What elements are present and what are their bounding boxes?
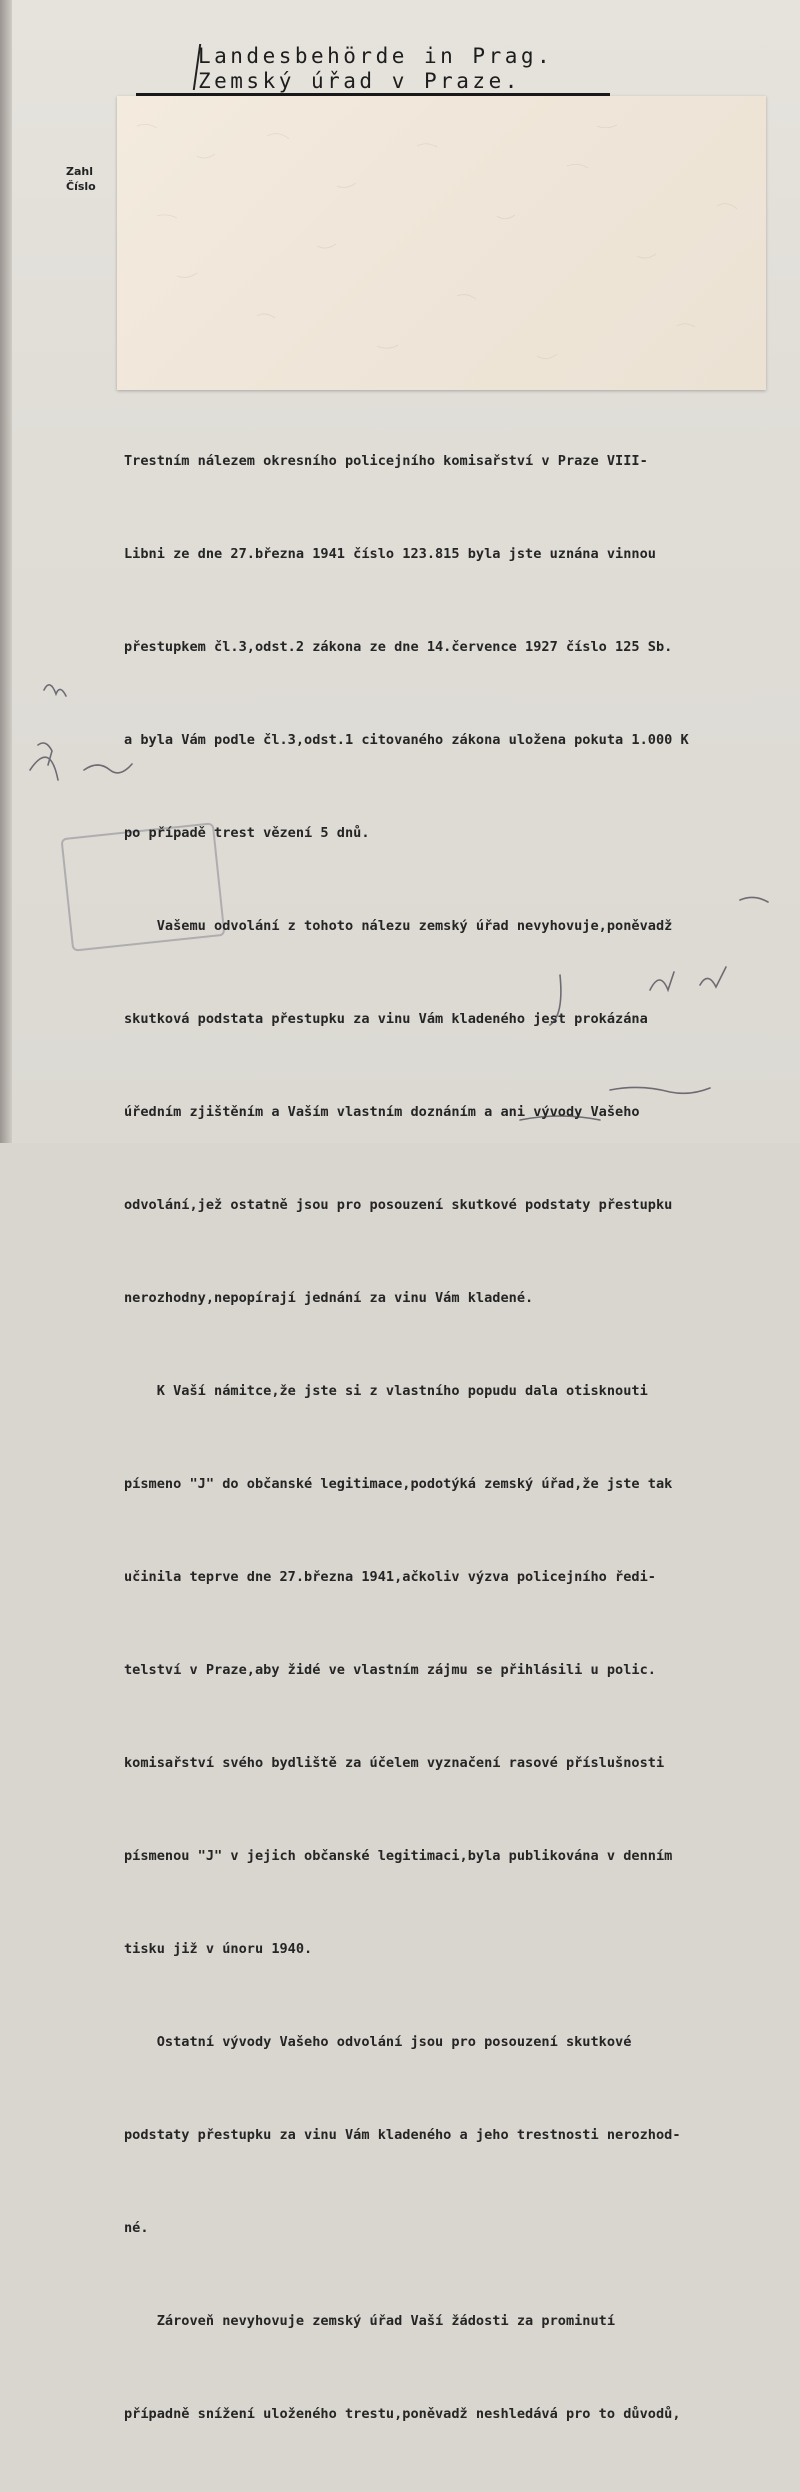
body-line: přestupkem čl.3,odst.2 zákona ze dne 14.července 1927 číslo 125 Sb. [124,639,673,655]
body-line: K Vaší námitce,že jste si z vlastního popudu dala otisknouti [124,1383,648,1399]
body-line: skutková podstata přestupku za vinu Vám kladeného jest prokázána [124,1011,648,1027]
letterhead-czech: Zemský úřad v Praze. [198,69,521,93]
body-line: Vašemu odvolání z tohoto nálezu zemský úřad nevyhovuje,poněvadž [124,918,673,934]
letterhead-german: Landesbehörde in Prag. [198,44,554,68]
body-line: Libni ze dne 27.března 1941 číslo 123.815 byla jste uznána vinnou [124,546,656,562]
body-line: podstaty přestupku za vinu Vám kladeného a jeho trestnosti nerozhod- [124,2127,681,2143]
body-line: né. [124,2220,149,2236]
letterhead [198,44,553,94]
body-line: písmeno "J" do občanské legitimace,podotýká zemský úřad,že jste tak [124,1476,673,1492]
zahl-label: Zahl [66,165,94,178]
body-line: a byla Vám podle čl.3,odst.1 citovaného zákona uložena pokuta 1.000 K [124,732,689,748]
body-line: telství v Praze,aby židé ve vlastním zájmu se přihlásili u polic. [124,1662,656,1678]
body-line: případně snížení uloženého trestu,poněvadž neshledává pro to důvodů, [124,2406,681,2422]
body-line: Trestním nálezem okresního policejního komisařství v Praze VIII- [124,453,648,469]
body-line: Ostatní vývody Vašeho odvolání jsou pro posouzení skutkové [124,2034,632,2050]
page-fold-shadow [0,0,12,1143]
paper-fiber-texture [117,96,766,390]
body-line: nerozhodny,nepopírají jednání za vinu Vám kladené. [124,1290,534,1306]
body-line: Zároveň nevyhovuje zemský úřad Vaší žádosti za prominutí [124,2313,616,2329]
body-line: učinila teprve dne 27.března 1941,ačkoliv výzva policejního ředi- [124,1569,656,1585]
body-line: písmenou "J" v jejich občanské legitimaci,byla publikována v denním [124,1848,673,1864]
body-line: tisku již v únoru 1940. [124,1941,313,1957]
letter-body [124,384,800,2492]
body-line: komisařství svého bydliště za účelem vyznačení rasové příslušnosti [124,1755,665,1771]
body-line: úředním zjištěním a Vaším vlastním doznáním a ani vývody Vašeho [124,1104,640,1120]
cislo-label: Číslo [66,180,96,193]
body-line: po případě trest vězení 5 dnů. [124,825,370,841]
body-line: odvolání,jež ostatně jsou pro posouzení skutkové podstaty přestupku [124,1197,673,1213]
